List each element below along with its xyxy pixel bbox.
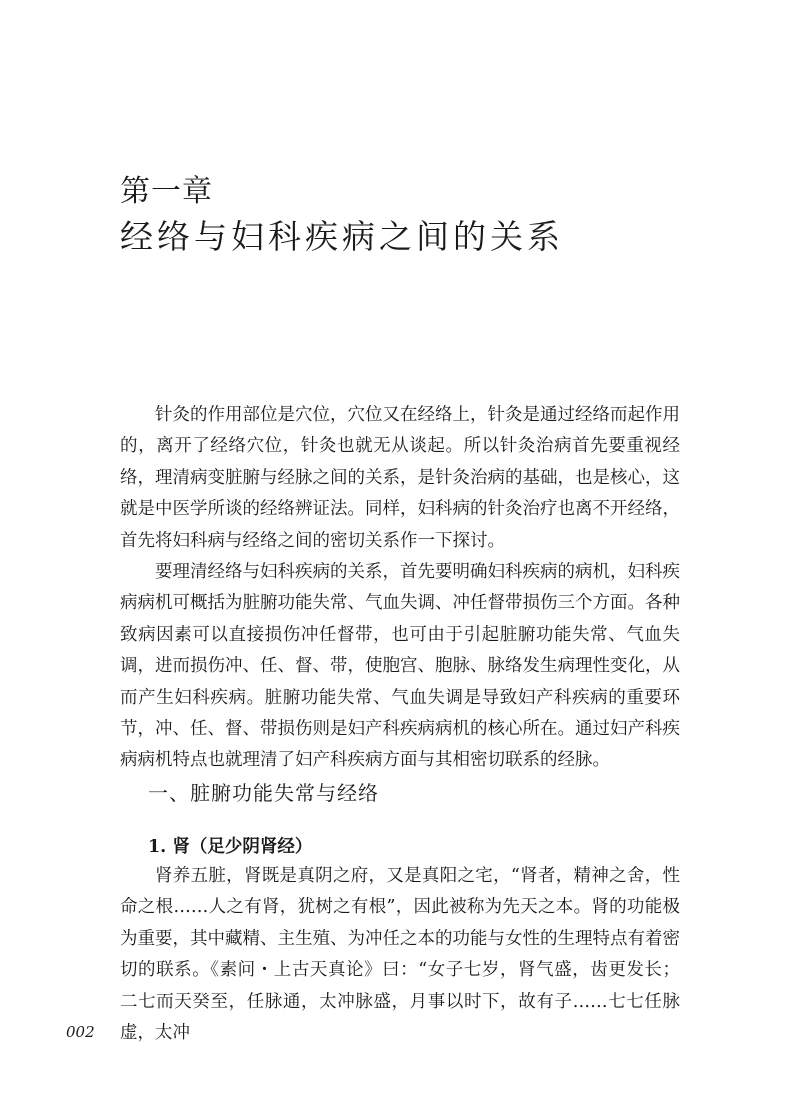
subsection-heading: 1. 肾（足少阴肾经） — [148, 837, 313, 857]
subsection-text — [120, 861, 680, 1049]
chapter-title: 经络与妇科疾病之间的关系 — [120, 217, 564, 256]
paragraph: 肾养五脏，肾既是真阴之府，又是真阳之宅，“肾者，精神之舍，性命之根……人之有肾，犹树之有根”，因此被称为先天之本。肾的功能极为重要，其中藏精、主生殖、为冲任之本的功能与女性的生理特点有着密切的联系。《素问・上古天真论》曰：“女子七岁，肾气盛，齿更发长；二七而天癸至，任脉通，太冲脉盛，月事以时下，故有子……七七任脉虚，太冲 — [120, 866, 680, 1044]
section-heading: 一、脏腑功能失常与经络 — [148, 781, 379, 805]
page-number: 002 — [66, 1023, 95, 1041]
paragraph: 要理清经络与妇科疾病的关系，首先要明确妇科疾病的病机，妇科疾病病机可概括为脏腑功能失常、气血失调、冲任督带损伤三个方面。各种致病因素可以直接损伤冲任督带，也可由于引起脏腑功能失常、气血失调，进而损伤冲、任、督、带，使胞宫、胞脉、脉络发生病理性变化，从而产生妇科疾病。脏腑功能失常、气血失调是导致妇产科疾病的重要环节，冲、任、督、带损伤则是妇产科疾病病机的核心所在。通过妇产科疾病病机特点也就理清了妇产科疾病方面与其相密切联系的经脉。 — [120, 562, 680, 771]
paragraph: 针灸的作用部位是穴位，穴位又在经络上，针灸是通过经络而起作用的，离开了经络穴位，针灸也就无从谈起。所以针灸治病首先要重视经络，理清病变脏腑与经脉之间的关系，是针灸治病的基础，也是核心，这就是中医学所谈的经络辨证法。同样，妇科病的针灸治疗也离不开经络，首先将妇科病与经络之间的密切关系作一下探讨。 — [120, 405, 680, 551]
chapter-label: 第一章 — [120, 174, 213, 209]
intro-text — [120, 400, 680, 777]
